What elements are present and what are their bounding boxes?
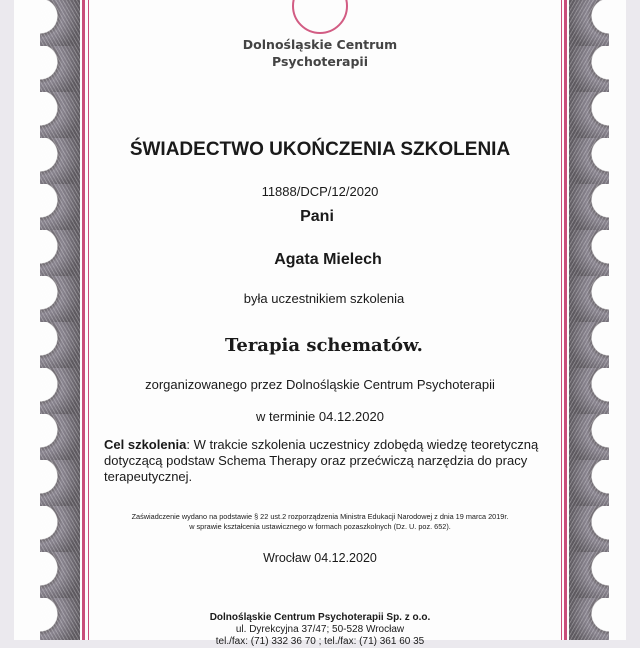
footer-phone: tel./fax: (71) 332 36 70 ; tel./fax: (71) 361 60 35	[215, 636, 425, 647]
left-pink-line-thin	[88, 0, 89, 640]
certificate-number: 11888/DCP/12/2020	[261, 184, 379, 199]
footer-address: ul. Dyrekcyjna 37/47; 50-528 Wrocław	[235, 624, 405, 635]
participant-text: była uczestnikiem szkolenia	[243, 291, 405, 306]
logo-line2: Psychoterapii	[272, 54, 368, 69]
legal-note	[0, 512, 640, 532]
left-guilloche-border	[40, 0, 80, 640]
date-text: w terminie 04.12.2020	[256, 409, 384, 424]
right-pink-line-thin	[561, 0, 562, 640]
salutation: Pani	[300, 208, 334, 225]
course-name: Terapia schematów.	[225, 335, 423, 356]
logo-line1: Dolnośląskie Centrum	[242, 37, 398, 52]
organizer-text: zorganizowanego przez Dolnośląskie Centrum Psychoterapii	[145, 377, 495, 392]
certificate-title: ŚWIADECTWO UKOŃCZENIA SZKOLENIA	[129, 139, 511, 160]
logo-text	[0, 36, 640, 70]
legal-line2: w sprawie kształcenia ustawicznego w formach pozaszkolnych (Dz. U. poz. 652).	[189, 522, 451, 531]
left-pink-line	[82, 0, 85, 640]
certificate-page	[14, 0, 626, 640]
right-pink-line	[564, 0, 567, 640]
legal-line1: Zaświadczenie wydano na podstawie § 22 ust.2 rozporządzenia Ministra Edukacji Narodowej z dnia 19 marca 2019r.	[131, 512, 509, 521]
goal-label: Cel szkolenia	[104, 437, 187, 452]
footer-company: Dolnośląskie Centrum Psychoterapii Sp. z o.o.	[209, 612, 431, 623]
course-goal	[104, 437, 544, 485]
place-date: Wrocław 04.12.2020	[263, 551, 377, 565]
recipient-name: Agata Mielech	[274, 251, 382, 268]
footer	[0, 612, 640, 648]
right-guilloche-border	[569, 0, 609, 640]
goal-text: : W trakcie szkolenia uczestnicy zdobędą wiedzę teoretyczną dotyczącą podstaw Schema Therapy oraz przećwiczą narzędzia do pracy terapeutycznej.	[104, 437, 539, 484]
